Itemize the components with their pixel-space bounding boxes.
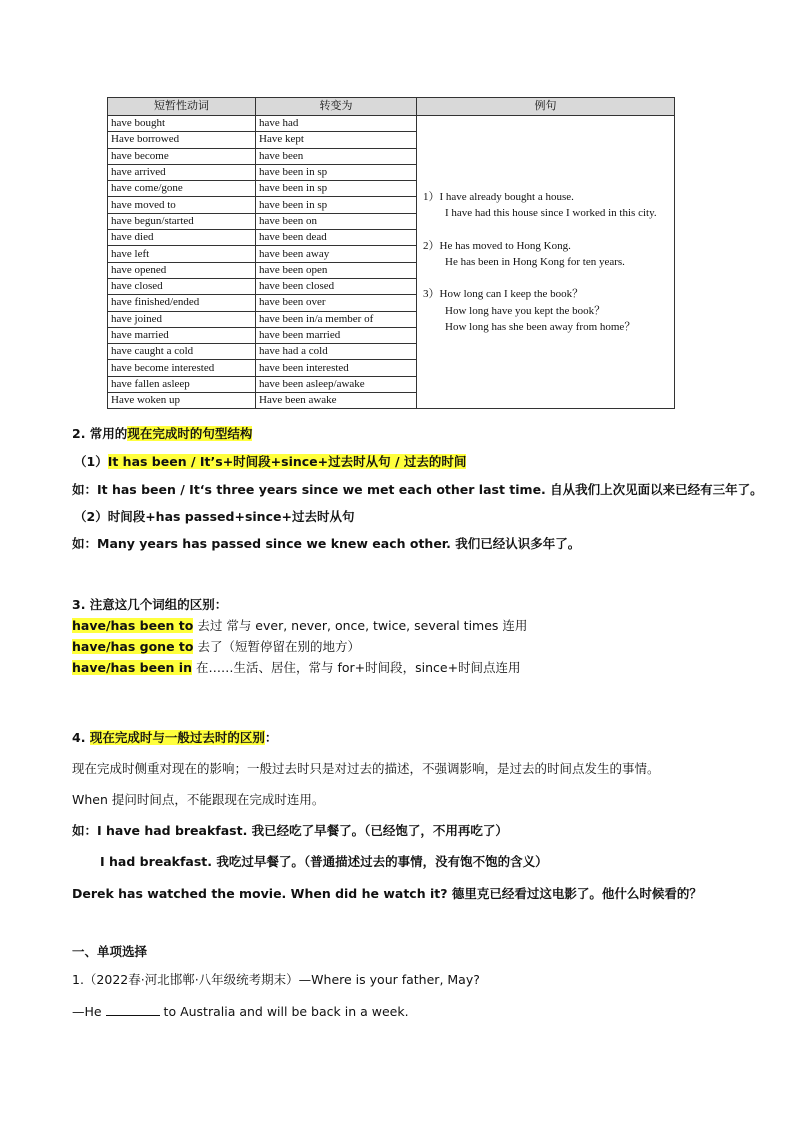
converted-verb-cell: have had a cold: [256, 344, 417, 360]
converted-verb-cell: Have kept: [256, 132, 417, 148]
short-verb-cell: have become interested: [108, 360, 256, 376]
phrase-gone-to-desc: 去了（短暂停留在别的地方）: [193, 639, 360, 654]
table-body: [108, 116, 675, 409]
phrase-row-been-in: [72, 659, 521, 677]
short-verb-cell: have bought: [108, 116, 256, 132]
example-sentence: He has been in Hong Kong for ten years.: [445, 256, 625, 269]
example-sentence: How long has she been away from home？: [445, 320, 636, 333]
short-verb-cell: have closed: [108, 278, 256, 294]
short-verb-cell: have joined: [108, 311, 256, 327]
example-sentence: 2）He has moved to Hong Kong.: [423, 239, 571, 252]
converted-verb-cell: have been open: [256, 262, 417, 278]
example-sentence: 1）I have already bought a house.: [423, 191, 574, 204]
converted-verb-cell: have been in sp: [256, 181, 417, 197]
section-4-line-3: 如：I have had breakfast. 我已经吃了早餐了。（已经饱了，不用再吃了）: [72, 823, 508, 838]
section-4-title-highlight: 现在完成时与一般过去时的区别: [89, 730, 265, 745]
section-2-example-2: 如：Many years has passed since we knew each other. 我们已经认识多年了。: [72, 536, 581, 551]
short-verb-cell: have opened: [108, 262, 256, 278]
section-2-pattern-2: （2）时间段+has passed+since+过去时从句: [74, 509, 355, 524]
phrase-been-to: have/has been to: [72, 618, 194, 633]
section-4-colon: ：: [264, 730, 278, 745]
section-4-line-5: Derek has watched the movie. When did he watch it? 德里克已经看过这电影了。他什么时候看的？: [72, 886, 702, 901]
short-verb-cell: have caught a cold: [108, 344, 256, 360]
header-converted: 转变为: [256, 98, 417, 116]
converted-verb-cell: have been: [256, 148, 417, 164]
example-group: [423, 286, 668, 335]
header-short-verbs: 短暂性动词: [108, 98, 256, 116]
short-verb-cell: Have woken up: [108, 393, 256, 409]
converted-verb-cell: have had: [256, 116, 417, 132]
answer-suffix: to Australia and will be back in a week.: [159, 1004, 409, 1019]
examples-cell: [417, 116, 675, 409]
section-4-line-1: 现在完成时侧重对现在的影响；一般过去时只是对过去的描述，不强调影响，是过去的时间点发生的事情。: [72, 761, 660, 776]
short-verb-cell: have arrived: [108, 164, 256, 180]
short-verb-cell: have married: [108, 327, 256, 343]
verb-conversion-table: [107, 97, 675, 409]
converted-verb-cell: have been in/a member of: [256, 311, 417, 327]
phrase-row-been-to: [72, 617, 527, 635]
converted-verb-cell: have been interested: [256, 360, 417, 376]
converted-verb-cell: have been in sp: [256, 164, 417, 180]
phrase-been-in-desc: 在……生活、居住，常与 for+时间段，since+时间点连用: [192, 660, 521, 675]
short-verb-cell: have finished/ended: [108, 295, 256, 311]
converted-verb-cell: have been dead: [256, 230, 417, 246]
short-verb-cell: have become: [108, 148, 256, 164]
short-verb-cell: have moved to: [108, 197, 256, 213]
answer-blank[interactable]: [106, 1003, 160, 1016]
short-verb-cell: Have borrowed: [108, 132, 256, 148]
short-verb-cell: have begun/started: [108, 213, 256, 229]
converted-verb-cell: have been married: [256, 327, 417, 343]
example-group: [423, 238, 668, 271]
phrase-been-in: have/has been in: [72, 660, 192, 675]
pattern-1-num: （1）: [74, 454, 108, 469]
section-4-title: [72, 729, 277, 747]
short-verb-cell: have come/gone: [108, 181, 256, 197]
example-sentence: I have had this house since I worked in this city.: [445, 207, 657, 220]
section-2-title-highlight: 现在完成时的句型结构: [127, 426, 253, 441]
table-header-row: [108, 98, 675, 116]
converted-verb-cell: have been asleep/awake: [256, 376, 417, 392]
question-1-answer-line: [72, 1003, 409, 1021]
short-verb-cell: have died: [108, 230, 256, 246]
exercise-heading: 一、单项选择: [72, 944, 148, 959]
converted-verb-cell: Have been awake: [256, 393, 417, 409]
converted-verb-cell: have been away: [256, 246, 417, 262]
converted-verb-cell: have been on: [256, 213, 417, 229]
short-verb-cell: have left: [108, 246, 256, 262]
converted-verb-cell: have been in sp: [256, 197, 417, 213]
section-4-num: 4.: [72, 730, 90, 745]
section-2-example-1: 如：It has been / It‘s three years since we met each other last time. 自从我们上次见面以来已经有三年了。: [72, 482, 763, 497]
section-2-pattern-1: [74, 453, 466, 471]
header-examples: 例句: [417, 98, 675, 116]
phrase-gone-to: have/has gone to: [72, 639, 194, 654]
short-verb-cell: have fallen asleep: [108, 376, 256, 392]
question-1-stem: 1.（2022春·河北邯郸·八年级统考期末）—Where is your father, May?: [72, 972, 480, 987]
example-sentence: 3）How long can I keep the book？: [423, 288, 584, 301]
converted-verb-cell: have been over: [256, 295, 417, 311]
converted-verb-cell: have been closed: [256, 278, 417, 294]
example-sentence: How long have you kept the book？: [445, 304, 606, 317]
section-2-num: 2. 常用的: [72, 426, 128, 441]
phrase-been-to-desc: 去过 常与 ever, never, once, twice, several times 连用: [193, 618, 528, 633]
example-group: [423, 189, 668, 222]
section-2-title: [72, 425, 252, 443]
phrase-row-gone-to: [72, 638, 360, 656]
table-row: [108, 116, 675, 132]
answer-prefix: —He: [72, 1004, 106, 1019]
section-3-title: 3. 注意这几个词组的区别：: [72, 597, 228, 612]
pattern-1-highlight: It has been / It’s+时间段+since+过去时从句 / 过去的时间: [107, 454, 467, 469]
section-4-line-4: I had breakfast. 我吃过早餐了。（普通描述过去的事情，没有饱不饱的含义）: [100, 854, 548, 869]
section-4-line-2: When 提问时间点，不能跟现在完成时连用。: [72, 792, 325, 807]
